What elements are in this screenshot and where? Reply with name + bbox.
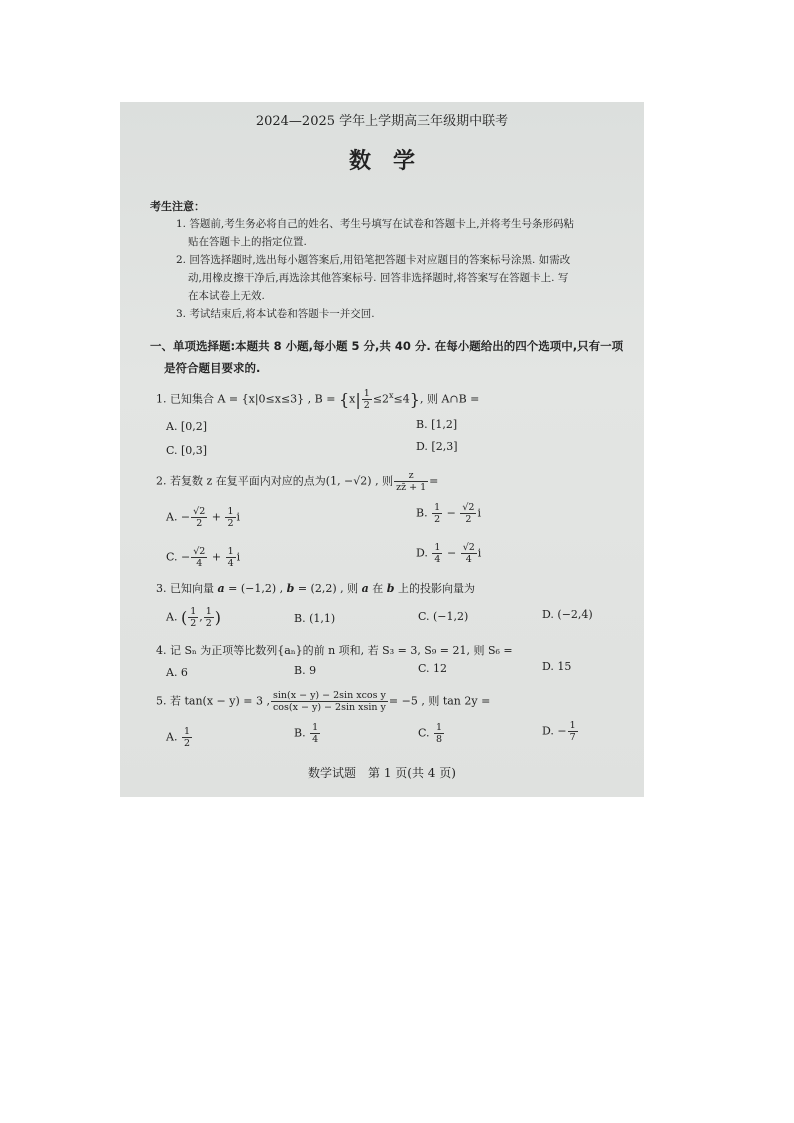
question-3: 3. 已知向量 a = (−1,2) , b = (2,2) , 则 a 在 b 上的投影向量为 [156, 582, 475, 595]
section-title-cont: 是符合题目要求的. [164, 361, 261, 375]
q4-option-c: C. 12 [418, 662, 448, 675]
q3-option-d: D. (−2,4) [542, 608, 593, 621]
q4-option-a: A. 6 [166, 666, 188, 679]
question-2 [156, 470, 438, 493]
q2-option-d: D. $\frac{1}{4}$ − $\frac{√2}{4}$ i [416, 542, 482, 565]
q5-option-a: A. $\frac{1}{2}$ [166, 726, 190, 749]
q1-stem-b: , 则 A∩B = [419, 392, 480, 406]
notice-line: 动,用橡皮擦干净后,再选涂其他答案标号. 回答非选择题时,将答案写在答题卡上. 写 [188, 272, 569, 284]
q2-equals: = [429, 474, 439, 488]
page-footer: 数学试题 第 1 页(共 4 页) [308, 766, 456, 780]
q1-option-d: D. [2,3] [416, 440, 458, 453]
q2-option-b: B. $\frac{1}{2}$ − $\frac{√2}{2}$ i [416, 502, 481, 525]
exam-sheet [120, 102, 644, 797]
q5-option-d: D. − $\frac{1}{7}$ [542, 720, 576, 743]
q1-exponent: x [389, 390, 394, 400]
q5-option-c: C. $\frac{1}{8}$ [418, 722, 443, 745]
notice-line: 3. 考试结束后,将本试卷和答题卡一并交回. [176, 308, 375, 320]
subject-title: 数学 [348, 148, 437, 174]
q2-option-a: A. − $\frac{√2}{2}$ + $\frac{1}{2}$ i [166, 506, 241, 529]
q3-option-b: B. (1,1) [294, 612, 336, 625]
q4-option-b: B. 9 [294, 664, 317, 677]
section-title: 一、单项选择题:本题共 8 小题,每小题 5 分,共 40 分. 在每小题给出的四个选项中,只有一项 [150, 339, 624, 353]
exam-header: 2024—2025 学年上学期高三年级期中联考 [255, 114, 509, 129]
q4-option-d: D. 15 [542, 660, 572, 673]
q5-fraction: $\frac{\text{sin(x − y) − 2sin xcos y}}{\text{cos(x − y) − 2sin xsin y}}$ [272, 690, 386, 713]
q2-stem: 2. 若复数 z 在复平面内对应的点为(1, −√2) , 则 [156, 474, 394, 488]
q1-option-a: A. [0,2] [166, 420, 208, 433]
question-4: 4. 记 Sₙ 为正项等比数列{aₙ}的前 n 项和, 若 S₃ = 3, S₉ = 21, 则 S₆ = [156, 644, 513, 657]
question-1: 1. 已知集合 A = {x|0≤x≤3} , B = {x| $\frac{1}{2}$ $\le 2^x\le 4$}, 则 A∩B = [156, 388, 480, 411]
notice-line: 1. 答题前,考生务必将自己的姓名、考生号填写在试卷和答题卡上,并将考生号条形码粘 [176, 218, 575, 230]
q1-half-fraction: $\frac{1}{2}$ [363, 388, 370, 411]
q1-set-var: x [349, 392, 356, 406]
q1-option-b: B. [1,2] [416, 418, 458, 431]
q2-option-c: C. − $\frac{√2}{4}$ + $\frac{1}{4}$ i [166, 546, 241, 569]
q1-option-c: C. [0,3] [166, 444, 208, 457]
q3-option-c: C. (−1,2) [418, 610, 469, 623]
q1-set-mid: ≤2 [372, 392, 390, 406]
q1-set-end: ≤4 [393, 392, 410, 406]
notice-line: 在本试卷上无效. [188, 290, 265, 302]
notice-line: 2. 回答选择题时,选出每小题答案后,用铅笔把答题卡对应题目的答案标号涂黑. 如需改 [176, 254, 571, 266]
question-5: 5. 若 tan(x − y) = 3 , $\frac{\text{sin(x − y) − 2sin xcos y}}{\text{cos(x − y) − 2sin xsin y}}$ = −5 , 则 tan 2y = [156, 690, 491, 713]
notice-line: 贴在答题卡上的指定位置. [188, 236, 307, 248]
q2-fraction: $\frac{z}{zz̄ + 1}$ [396, 470, 427, 493]
q1-stem-a: 1. 已知集合 A = {x|0≤x≤3} , B = [156, 392, 339, 406]
notice-title: 考生注意： [150, 200, 205, 213]
q3-option-a: A. ( $\frac{1}{2}$ , $\frac{1}{2}$ ) [166, 606, 222, 629]
q5-option-b: B. $\frac{1}{4}$ [294, 722, 319, 745]
